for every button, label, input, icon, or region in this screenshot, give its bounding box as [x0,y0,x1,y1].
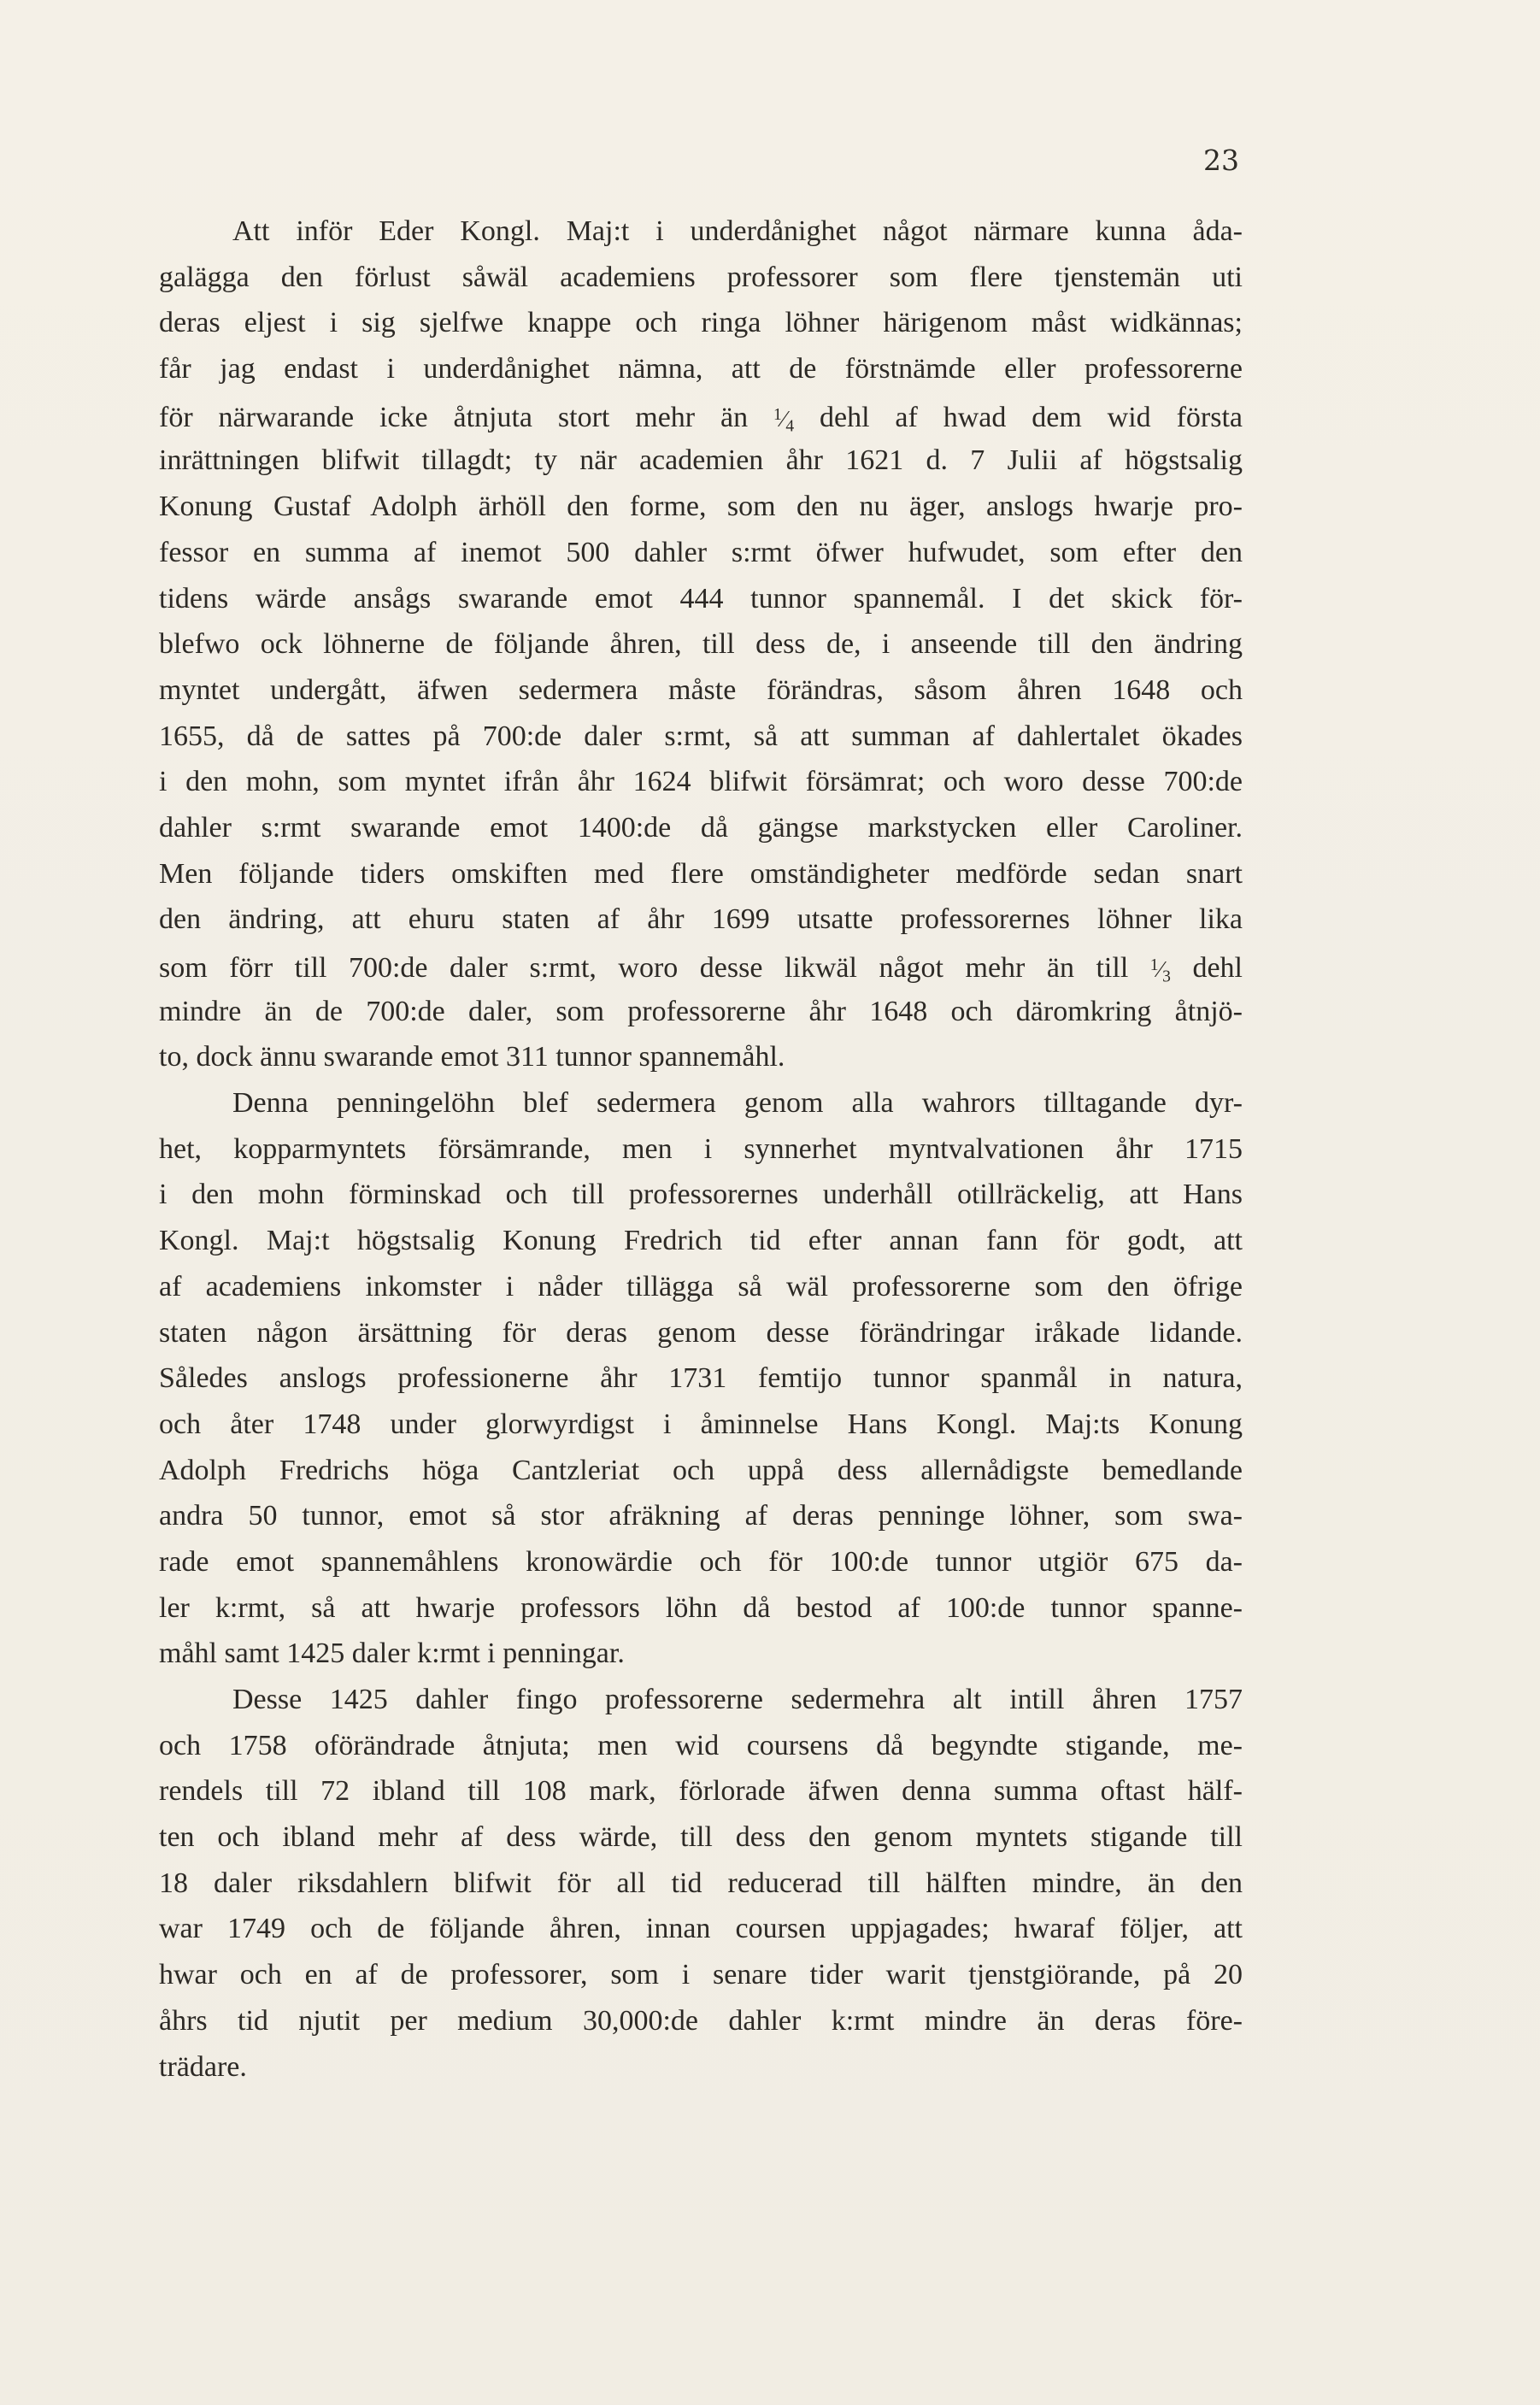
text-segment: rendels till 72 ibland till 108 mark, förlorade äfwen denna summa oftast hälf- [159,1775,1243,1808]
text-line [159,1952,1243,1998]
text-segment: mindre än de 700:de daler, som professorerne åhr 1648 och däromkring åtnjö- [159,995,1243,1027]
text-segment: måhl samt 1425 daler k:rmt i penningar. [159,1638,625,1670]
text-segment: to, dock ännu swarande emot 311 tunnor spannemåhl. [159,1041,785,1073]
fraction [773,405,795,436]
text-line [159,2044,1243,2090]
text-line [159,438,1243,484]
text-segment: Desse 1425 dahler fingo professorerne sedermehra alt intill åhren 1757 [232,1684,1243,1715]
text-line [159,805,1243,851]
text-line [159,1539,1243,1585]
text-line [159,851,1243,897]
text-segment: ten och ibland mehr af dess wärde, till dess den genom myntets stigande till [159,1821,1243,1854]
text-line [159,1034,1243,1080]
text-segment: den ändring, att ehuru staten af åhr 1699 utsatte professorernes löhner lika [159,903,1243,936]
text-line [159,667,1243,714]
text-line [159,943,1243,989]
text-segment: Att inför Eder Kongl. Maj:t i underdånighet något närmare kunna åda- [232,215,1243,247]
text-line [159,897,1243,943]
text-line [159,1126,1243,1173]
fraction-slash: ⁄ [1158,956,1163,983]
paragraph [159,1677,1243,2090]
text-segment: blefwo ock löhnerne de följande åhren, till dess de, i anseende till den ändring [159,628,1243,661]
text-segment: af academiens inkomster i nåder tillägga så wäl professorerne som den öfrige [159,1270,1243,1302]
text-segment: trädare. [159,2050,247,2083]
text-segment: som förr till 700:de daler s:rmt, woro desse likwäl något mehr än till [159,952,1150,985]
text-line [159,1861,1243,1907]
text-segment: ler k:rmt, så att hwarje professors löhn då bestod af 100:de tunnor spanne- [159,1591,1243,1624]
text-segment: tidens wärde ansågs swarande emot 444 tunnor spannemål. I det skick för- [159,582,1243,614]
text-segment: i den mohn, som myntet ifrån åhr 1624 blifwit försämrat; och woro desse 700:de [159,766,1243,798]
text-segment: Men följande tiders omskiften med flere omständigheter medförde sedan snart [159,857,1243,890]
text-line [159,1998,1243,2044]
text-line [159,300,1243,346]
paragraph [159,1080,1243,1677]
text-line [159,1631,1243,1677]
text-line [159,621,1243,667]
text-segment: dehl [1170,952,1243,985]
text-segment: dehl af hwad dem wid första [794,401,1243,433]
text-line [159,1585,1243,1632]
text-line [159,1218,1243,1264]
text-line [159,1814,1243,1861]
fraction-numerator: 1 [1149,956,1159,974]
text-segment: för närwarande icke åtnjuta stort mehr än [159,401,773,433]
text-segment: hwar och en af de professorer, som i senare tider warit tjenstgiörande, på 20 [159,1959,1243,1991]
text-line [159,759,1243,805]
text-segment: 18 daler riksdahlern blifwit för all tid reducerad till hälften mindre, än den [159,1867,1243,1899]
text-segment: Kongl. Maj:t högstsalig Konung Fredrich tid efter annan fann för godt, att [159,1225,1243,1257]
text-line [159,1172,1243,1218]
text-line [159,1310,1243,1356]
body-text [159,209,1243,2090]
text-line [159,346,1243,392]
text-segment: staten någon ärsättning för deras genom desse förändringar iråkade lidande. [159,1316,1243,1349]
text-segment: rade emot spannemåhlens kronowärdie och för 100:de tunnor utgiör 675 da- [159,1545,1243,1578]
text-segment: deras eljest i sig sjelfwe knappe och ringa löhner härigenom måst widkännas; [159,307,1243,339]
text-line [159,1723,1243,1769]
text-segment: galägga den förlust såwäl academiens professorer som flere tjenstemän uti [159,261,1243,293]
text-line [159,1264,1243,1310]
text-line [159,209,1243,255]
text-line [159,1906,1243,1952]
text-line [159,714,1243,760]
text-segment: Denna penningelöhn blef sedermera genom alla wahrors tilltagande dyr- [232,1087,1243,1120]
text-line [159,530,1243,576]
fraction-numerator: 1 [773,405,782,424]
text-line [159,576,1243,622]
text-segment: dahler s:rmt swarande emot 1400:de då gängse markstycken eller Caroliner. [159,811,1243,844]
text-line [159,1080,1243,1126]
text-line [159,1677,1243,1723]
text-line [159,1493,1243,1539]
fraction-denominator: 4 [785,417,795,436]
text-segment: fessor en summa af inemot 500 dahler s:rmt öfwer hufwudet, som efter den [159,536,1243,568]
paragraph [159,209,1243,1080]
text-segment: myntet undergått, äfwen sedermera måste förändras, såsom åhren 1648 och [159,673,1243,706]
text-segment: och åter 1748 under glorwyrdigst i åminnelse Hans Kongl. Maj:ts Konung [159,1408,1243,1440]
text-segment: het, kopparmyntets försämrande, men i synnerhet myntvalvationen åhr 1715 [159,1132,1243,1165]
text-line [159,989,1243,1035]
text-segment: Således anslogs professionerne åhr 1731 femtijo tunnor spanmål in natura, [159,1362,1243,1395]
text-line [159,1402,1243,1448]
text-segment: war 1749 och de följande åhren, innan coursen uppjagades; hwaraf följer, att [159,1913,1243,1945]
fraction-denominator: 3 [1162,967,1171,986]
text-segment: får jag endast i underdånighet nämna, att de förstnämde eller professorerne [159,353,1243,385]
text-segment: andra 50 tunnor, emot så stor afräkning af deras penninge löhner, som swa- [159,1500,1243,1532]
fraction [1149,956,1171,986]
text-segment: Konung Gustaf Adolph ärhöll den forme, som den nu äger, anslogs hwarje pro- [159,491,1243,523]
text-segment: Adolph Fredrichs höga Cantzleriat och uppå dess allernådigste bemedlande [159,1454,1243,1486]
text-segment: 1655, då de sattes på 700:de daler s:rmt, så att summan af dahlertalet ökades [159,720,1243,752]
text-line [159,484,1243,530]
fraction-slash: ⁄ [781,405,786,432]
text-line [159,255,1243,301]
text-segment: åhrs tid njutit per medium 30,000:de dahler k:rmt mindre än deras före- [159,2004,1243,2037]
page-number: 23 [1203,144,1239,177]
text-line [159,1355,1243,1402]
text-line [159,1448,1243,1494]
text-line [159,1768,1243,1814]
text-segment: inrättningen blifwit tillagdt; ty när academien åhr 1621 d. 7 Julii af högstsalig [159,444,1243,477]
text-line [159,392,1243,438]
text-segment: och 1758 oförändrade åtnjuta; men wid coursens då begyndte stigande, me- [159,1729,1243,1761]
text-segment: i den mohn förminskad och till professorernes underhåll otillräckelig, att Hans [159,1179,1243,1211]
